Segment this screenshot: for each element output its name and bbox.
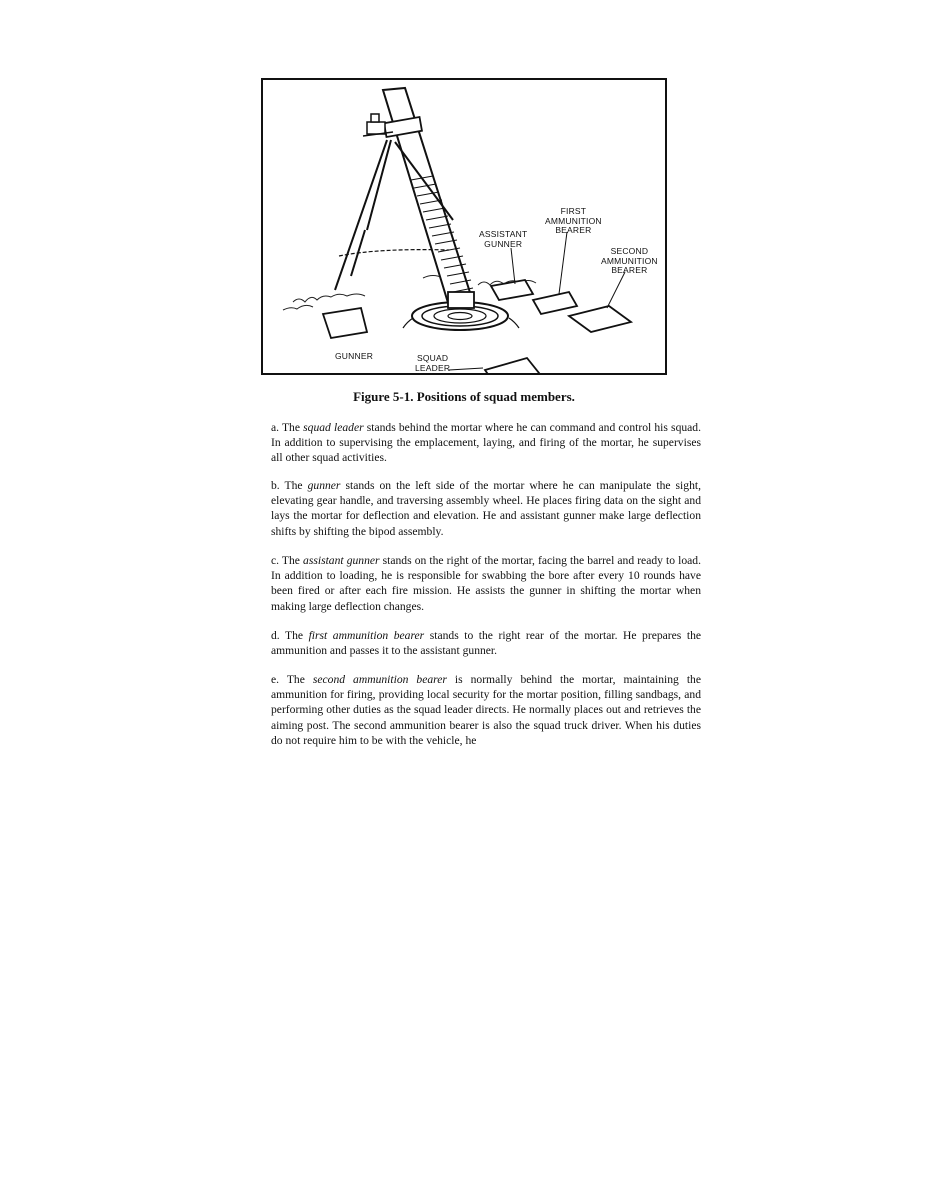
paragraph-text: is normally behind the mortar, maintaining the ammunition for firing, providing local security for the mortar position, filling sandbags, and performing other duties as the squad leader directs. He normally places out and retrieves the aiming post. The second ammunition bearer is also the squad truck driver. When his duties do not require him to be with the vehicle, he: [271, 673, 701, 747]
paragraph-prefix: b. The: [271, 479, 308, 492]
mortar-squad-illustration: [263, 80, 665, 373]
label-first-ammunition-bearer: FIRST AMMUNITION BEARER: [545, 206, 602, 235]
role-term: gunner: [307, 479, 341, 492]
paragraph-prefix: d. The: [271, 629, 309, 642]
label-assistant-gunner: ASSISTANT GUNNER: [479, 229, 528, 249]
paragraph-text: stands on the right of the mortar, facing the barrel and ready to load. In addition to loading, he is responsible for swabbing the bore after every 10 rounds have been fired or after each fire mission. He assists the gunner in shifting the mortar when making large deflection changes.: [271, 554, 701, 613]
mortar-tube: [383, 88, 474, 308]
role-term: assistant gunner: [303, 554, 380, 567]
paragraph-prefix: c. The: [271, 554, 304, 567]
label-squad-leader: SQUAD LEADER: [415, 353, 451, 373]
label-gunner: GUNNER: [335, 351, 374, 361]
paragraph-first-ammunition-bearer: [271, 628, 701, 658]
paragraph-prefix: e. The: [271, 673, 313, 686]
paragraph-text: stands on the left side of the mortar where he can manipulate the sight, elevating gear handle, and traversing assembly wheel. He places firing data on the sight and lays the mortar for deflection and elevation. He and assistant gunner make large deflection shifts by shifting the bipod assembly.: [271, 479, 701, 538]
paragraph-text: stands to the right rear of the mortar. He prepares the ammunition and passes it to the assistant gunner.: [271, 629, 702, 658]
paragraph-squad-leader: [271, 420, 701, 466]
role-term: squad leader: [303, 421, 364, 434]
figure-positions-of-squad-members: [261, 78, 667, 375]
paragraph-second-ammunition-bearer: [271, 672, 701, 748]
role-term: second ammunition bearer: [312, 673, 447, 686]
paragraph-assistant-gunner: [271, 553, 701, 614]
paragraph-text: stands behind the mortar where he can command and control his squad. In addition to supervising the emplacement, laying, and firing of the mortar, he supervises all other squad activities.: [271, 421, 701, 465]
figure-caption: Figure 5-1. Positions of squad members.: [353, 389, 575, 404]
role-term: first ammunition bearer: [308, 629, 425, 642]
paragraph-gunner: [271, 478, 701, 539]
label-second-ammunition-bearer: SECOND AMMUNITION BEARER: [601, 246, 658, 275]
paragraph-prefix: a. The: [271, 421, 304, 434]
